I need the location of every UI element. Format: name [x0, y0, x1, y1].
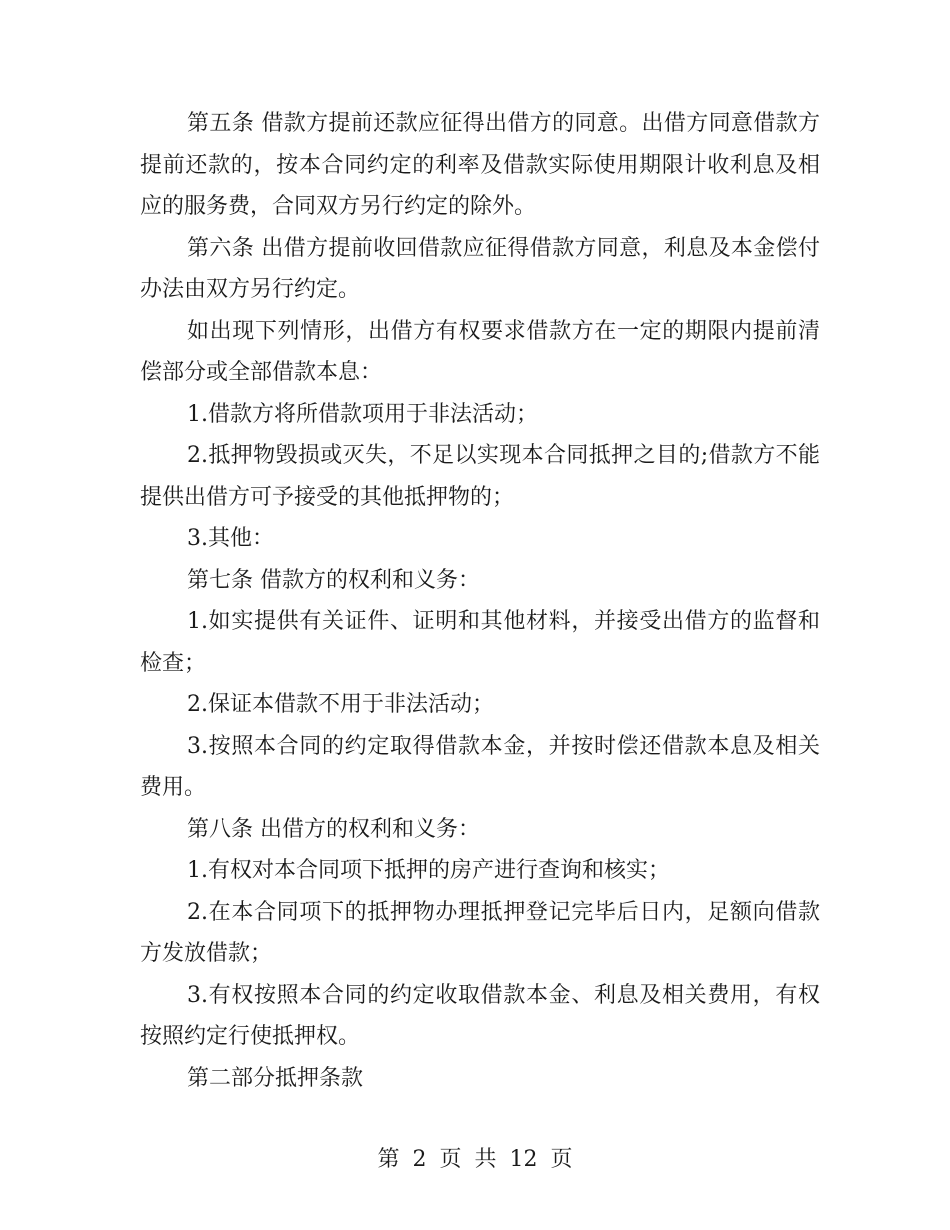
paragraph-article-7: 第七条 借款方的权利和义务： — [187, 567, 480, 593]
list-item-condition-3: 3.其他： — [187, 526, 274, 551]
paragraph-early-repayment-conditions: 如出现下列情形，出借方有权要求借款方在一定的期限内提前清偿部分或全部借款本息： — [140, 318, 820, 385]
page-number-footer: 第 2 页 共 12 页 — [377, 1147, 573, 1172]
list-item-lender-duty-3: 3.有权按照本合同的约定收取借款本金、利息及相关费用，有权按照约定行使抵押权。 — [140, 982, 820, 1049]
list-item-lender-duty-2: 2.在本合同项下的抵押物办理抵押登记完毕后日内，足额向借款方发放借款； — [140, 899, 820, 966]
paragraph-article-6: 第六条 出借方提前收回借款应征得借款方同意，利息及本金偿付办法由双方另行约定。 — [140, 235, 820, 302]
list-item-lender-duty-1: 1.有权对本合同项下抵押的房产进行查询和核实； — [187, 858, 670, 883]
list-item-borrower-duty-2: 2.保证本借款不用于非法活动； — [187, 692, 494, 717]
section-heading-part-2: 第二部分抵押条款 — [187, 1065, 364, 1091]
list-item-condition-1: 1.借款方将所借款项用于非法活动； — [187, 401, 538, 427]
paragraph-article-5: 第五条 借款方提前还款应征得出借方的同意。出借方同意借款方提前还款的，按本合同约定的利率及借款实际使用期限计收利息及相应的服务费，合同双方另行约定的除外。 — [140, 111, 820, 219]
document-body — [140, 103, 820, 1099]
list-item-borrower-duty-3: 3.按照本合同的约定取得借款本金，并按时偿还借款本息及相关费用。 — [140, 733, 820, 800]
paragraph-article-8: 第八条 出借方的权利和义务： — [187, 816, 480, 842]
list-item-borrower-duty-1: 1.如实提供有关证件、证明和其他材料，并接受出借方的监督和检查； — [140, 609, 820, 676]
list-item-condition-2: 2.抵押物毁损或灭失，不足以实现本合同抵押之目的;借款方不能提供出借方可予接受的其他抵押物的； — [140, 443, 820, 510]
